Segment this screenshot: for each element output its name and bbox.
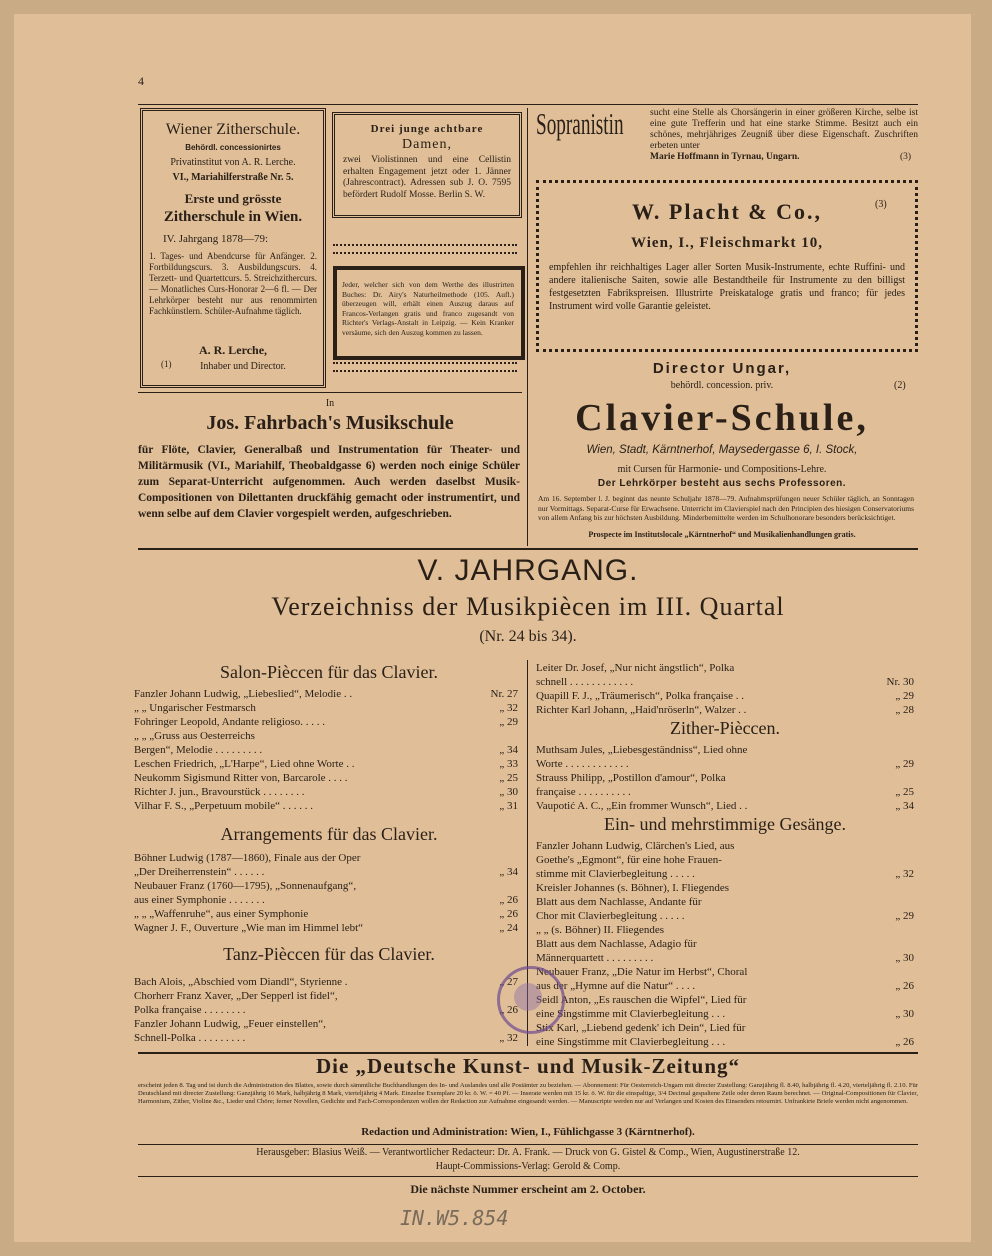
- page-number: 4: [138, 74, 144, 88]
- ungar-line1: Director Ungar,: [652, 360, 792, 377]
- list-item: Bach Alois, „Abschied vom Diandl“, Styrienne . „ 27: [134, 976, 518, 988]
- list-item: eine Singstimme mit Clavierbegleitung . . . „ 26: [536, 1036, 914, 1048]
- ungar-line3: mit Cursen für Harmonie- und Compositions-Lehre.: [617, 464, 827, 475]
- footer-rule-3: [138, 1176, 918, 1177]
- placht-number: (3): [875, 199, 887, 210]
- fahrbach-body: für Flöte, Clavier, Generalbaß und Instrumentation für Theater- und Militärmusik (VI., Mariahilf, Theobaldgasse 6) werden noch einige Schüler zum Separat-Unterricht aufgenommen. Auch werden daselbst Musik-Compositionen von Dilettanten druckfähig gemacht oder instrumentirt, und wenn selbe auf dem Clavier vorgespielt werden, aufgeschrieben.: [138, 444, 520, 520]
- placht-address: Wien, I., Fleischmarkt 10,: [631, 235, 823, 251]
- ungar-number: (2): [894, 380, 906, 391]
- list-item: Seidl Anton, „Es rauschen die Wipfel“, Lied für: [536, 994, 747, 1006]
- list-item: Vilhar F. S., „Perpetuum mobile“ . . . . . . „ 31: [134, 800, 518, 812]
- volume-heading: V. JAHRGANG.: [417, 554, 639, 587]
- list-item: Worte . . . . . . . . . . . . „ 29: [536, 758, 914, 770]
- list-item: Böhner Ludwig (1787—1860), Finale aus der Oper: [134, 852, 361, 864]
- ornament-border: [333, 244, 517, 254]
- list-item: Neubauer Franz, „Die Natur im Herbst“, Choral: [536, 966, 748, 978]
- list-item: Männerquartett . . . . . . . . . „ 30: [536, 952, 914, 964]
- list-item: Chor mit Clavierbegleitung . . . . . „ 29: [536, 910, 914, 922]
- list-item: Leiter Dr. Josef, „Nur nicht ängstlich“, Polka: [536, 662, 735, 674]
- soprano-title: Sopranistin: [536, 106, 624, 141]
- soprano-number: (3): [900, 152, 912, 162]
- ungar-line5: Prospecte im Institutslocale „Kärntnerhof“ und Musikalienhandlungen gratis.: [588, 530, 856, 539]
- ungar-address: Wien, Stadt, Kärntnerhof, Maysedergasse 6, I. Stock,: [586, 444, 858, 456]
- list-item: Goethe's „Egmont“, für eine hohe Frauen-: [536, 854, 722, 866]
- list-item: Fanzler Johann Ludwig, Clärchen's Lied, aus: [536, 840, 735, 852]
- ornament-border-2: [333, 362, 517, 372]
- footer-commission: Haupt-Commissions-Verlag: Gerold & Comp.: [435, 1161, 621, 1172]
- list-item: „Der Dreiherrenstein“ . . . . . . „ 34: [134, 866, 518, 878]
- list-item: aus einer Symphonie . . . . . . . „ 26: [134, 894, 518, 906]
- zither-line4: Zitherschule in Wien.: [163, 209, 303, 225]
- list-item: Blatt aus dem Nachlasse, Andante für: [536, 896, 702, 908]
- zither-number: (1): [161, 359, 172, 369]
- library-stamp: [497, 966, 565, 1034]
- left-heading-dances: Tanz-Pièccen für das Clavier.: [223, 944, 435, 964]
- list-item: Blatt aus dem Nachlasse, Adagio für: [536, 938, 697, 950]
- list-item: Kreisler Johannes (s. Böhner), I. Fliegendes: [536, 882, 730, 894]
- ad-airy: [333, 266, 525, 360]
- ungar-title: Clavier-Schule,: [575, 397, 869, 439]
- ungar-line2: behördl. concession. priv.: [670, 380, 774, 391]
- handwritten-shelfmark: IN.W5.854: [400, 1206, 509, 1230]
- list-item: „ „ „Gruss aus Oesterreichs: [134, 730, 255, 742]
- zither-sign: A. R. Lerche,: [198, 343, 268, 357]
- top-rule: [138, 104, 918, 105]
- list-item: Vaupotić A. C., „Ein frommer Wunsch“, Lied . . „ 34: [536, 800, 914, 812]
- damen-body: zwei Violistinnen und eine Cellistin erhalten Engagement jetzt oder 1. Jänner (Jahrescontract). Adressen sub J. O. 7595 befördert Rudolf Mosse. Berlin S. W.: [343, 155, 511, 200]
- soprano-sign: Marie Hoffmann in Tyrnau, Ungarn.: [650, 152, 800, 162]
- list-item: Quapill F. J., „Träumerisch“, Polka française . . „ 29: [536, 690, 914, 702]
- airy-body: Jeder, welcher sich von dem Werthe des illustrirten Buches: Dr. Airy's Naturheilmethode (105. Aufl.) überzeugen will, erhält einen Auszug daraus auf Francos-Verlangen gratis und franco zugesandt von Richter's Verlags-Anstalt in Leipzig. — Kein Kranker versäume, sich den Auszug kommen zu lassen.: [342, 280, 514, 337]
- fahrbach-pre: In: [325, 398, 335, 409]
- list-item: Polka française . . . . . . . . „ 26: [134, 1004, 518, 1016]
- list-item: eine Singstimme mit Clavierbegleitung . . . „ 30: [536, 1008, 914, 1020]
- list-item: Fanzler Johann Ludwig, „Feuer einstellen“,: [134, 1018, 326, 1030]
- list-item: „ „ „Waffenruhe“, aus einer Symphonie „ 26: [134, 908, 518, 920]
- list-item: française . . . . . . . . . . „ 25: [536, 786, 914, 798]
- ad-zither-school: [140, 108, 326, 388]
- heading-rule: [138, 548, 918, 550]
- zither-line3: Erste und grösste: [184, 191, 282, 206]
- list-item: Neukomm Sigismund Ritter von, Barcarole . . . . „ 25: [134, 772, 518, 784]
- left-heading-salon: Salon-Pièccen für das Clavier.: [220, 662, 438, 682]
- list-item: Chorherr Franz Xaver, „Der Sepperl ist fidel“,: [134, 990, 338, 1002]
- footer-title: Die „Deutsche Kunst- und Musik-Zeitung“: [315, 1054, 741, 1078]
- footer-publisher: Herausgeber: Blasius Weiß. — Verantwortlicher Redacteur: Dr. A. Frank. — Druck von G. Gistel & Comp., Wien, Augustinerstraße 12.: [256, 1147, 800, 1158]
- right-heading-songs: Ein- und mehrstimmige Gesänge.: [604, 814, 846, 834]
- footer-body: erscheint jeden 8. Tag und ist durch die Administration des Blattes, sowie durch sämmtliche Buchhandlungen des In- und Auslandes und alle Postämter zu beziehen. — Abonnement: Für Oesterreich-Ungarn mit directer Zustellung: Ganzjährig fl. 8.40, halbjährig fl. 4.20, vierteljährig fl. 2.10. Für Deutschland mit directer Zustellung: Ganzjährig 16 Mark, halbjährig 8 Mark, vierteljährig 4 Mark. Einzelne Exemplare 20 kr. ö. W. = 40 Pf. — Inserate werden mit 15 kr. ö. W. für die einspaltige, 3/4 Decimal gespaltene Zeile oder deren Raum berechnet. — Original-Compositionen für Clavier, Harmonium, Zither, Violine &c., Lieder und Chöre; ferner Novellen, Gedichte und Fach-Correspondenzen wollen der Redaction zur Aufnahme eingesandt werden. — Manuscripte werden nur auf Verlangen und Kosten des Einsenders retournirt. Unfrankirte Briefe werden nicht angenommen.: [138, 1082, 918, 1105]
- placht-body: empfehlen ihr reichhaltiges Lager aller Sorten Musik-Instrumente, echte Ruffini- und andere italienische Saiten, sowie alle Bestandtheile für Instrumente zu den billigst festgesetzten Fabrikspreisen. Illustrirte Preiskataloge gratis und franco; für jedes Instrument wird volle Garantie geleistet.: [549, 262, 905, 312]
- placht-title: W. Placht & Co.,: [631, 199, 823, 224]
- list-item: Neubauer Franz (1760—1795), „Sonnenaufgang“,: [134, 880, 357, 892]
- list-item: Wagner J. F., Ouverture „Wie man im Himmel lebt“ „ 24: [134, 922, 518, 934]
- list-item: Fohringer Leopold, Andante religioso. . . . . „ 29: [134, 716, 518, 728]
- zither-line2: VI., Mariahilferstraße Nr. 5.: [172, 172, 294, 183]
- zither-line5: IV. Jahrgang 1878—79:: [163, 233, 269, 245]
- list-item: stimme mit Clavierbegleitung . . . . . „ 32: [536, 868, 914, 880]
- ad-damen: [332, 112, 522, 218]
- footer-next-issue: Die nächste Nummer erscheint am 2. October.: [410, 1182, 646, 1196]
- ungar-line4: Der Lehrkörper besteht aus sechs Professoren.: [597, 478, 847, 489]
- right-heading-zither: Zither-Pièccen.: [669, 718, 781, 738]
- list-item: Muthsam Jules, „Liebesgeständniss“, Lied ohne: [536, 744, 748, 756]
- soprano-body: sucht eine Stelle als Chorsängerin in einer größeren Kirche, selbe ist eine gute Trefferin und hat eine starke Stimme. Besitzt auch ein schönes, mehrjähriges Zeugniß über diese Eigenschaft. Zuschriften erbeten unter: [650, 108, 918, 151]
- fahrbach-title: Jos. Fahrbach's Musikschule: [206, 412, 454, 434]
- zither-body: 1. Tages- und Abendcurse für Anfänger. 2. Fortbildungscurs. 3. Ausbildungscurs. 4. Terzett- und Quartettcurs. 5. Streichzithercurs. — Monatliches Curs-Honorar 2—6 fl. — Der Lehrkörper besteht nur aus renommirten Fachkünstlern. Schüler-Aufnahme täglich.: [149, 251, 317, 316]
- damen-line2: Damen,: [402, 137, 452, 152]
- fahrbach-rule: [138, 392, 522, 393]
- list-item: „ „ Ungarischer Festmarsch „ 32: [134, 702, 518, 714]
- zither-role: Inhaber und Director.: [200, 361, 286, 372]
- list-item: Richter Karl Johann, „Haid'nröserln“, Walzer . . „ 28: [536, 704, 914, 716]
- footer-rule-2: [138, 1144, 918, 1145]
- list-title: Verzeichniss der Musikpiècen im III. Quartal: [271, 592, 785, 621]
- list-item: schnell . . . . . . . . . . . . Nr. 30: [536, 676, 914, 688]
- list-item: Bergen“, Melodie . . . . . . . . . „ 34: [134, 744, 518, 756]
- list-item: Stix Karl, „Liebend gedenk' ich Dein“, Lied für: [536, 1022, 746, 1034]
- damen-line1: Drei junge achtbare: [370, 123, 484, 135]
- zither-line1: Privatinstitut von A. R. Lerche.: [170, 157, 296, 168]
- zither-title: Wiener Zitherschule.: [165, 121, 301, 138]
- list-item: Fanzler Johann Ludwig, „Liebeslied“, Melodie . . Nr. 27: [134, 688, 518, 700]
- column-rule-top: [527, 108, 528, 546]
- list-item: Richter J. jun., Bravourstück . . . . . . . . „ 30: [134, 786, 518, 798]
- list-item: Strauss Philipp, „Postillon d'amour“, Polka: [536, 772, 726, 784]
- list-item: Schnell-Polka . . . . . . . . . „ 32: [134, 1032, 518, 1044]
- ad-placht: [536, 180, 918, 352]
- list-item: Leschen Friedrich, „L'Harpe“, Lied ohne Worte . . „ 33: [134, 758, 518, 770]
- ungar-body: Am 16. September l. J. beginnt das neunte Schuljahr 1878—79. Aufnahmsprüfungen neuer Schüler täglich, an Sonntagen nur Vormittags. Separat-Curse für Erwachsene. Unterricht im Clavierspiel nach den Principien des hiesigen Conservatoriums von allem Anfang bis zur höchsten Ausbildung. Minderbemittelte werden im Schulhonorare besonders berücksichtiget.: [538, 494, 914, 522]
- footer-admin: Redaction und Administration: Wien, I., Fühlichgasse 3 (Kärntnerhof).: [361, 1126, 695, 1138]
- list-range: (Nr. 24 bis 34).: [479, 628, 577, 645]
- list-item: aus der „Hymne auf die Natur“ . . . . „ 26: [536, 980, 914, 992]
- list-item: „ „ (s. Böhner) II. Fliegendes: [536, 924, 664, 936]
- left-heading-arrangements: Arrangements für das Clavier.: [220, 824, 438, 844]
- zither-subtitle: Behördl. concessionirtes: [185, 143, 281, 152]
